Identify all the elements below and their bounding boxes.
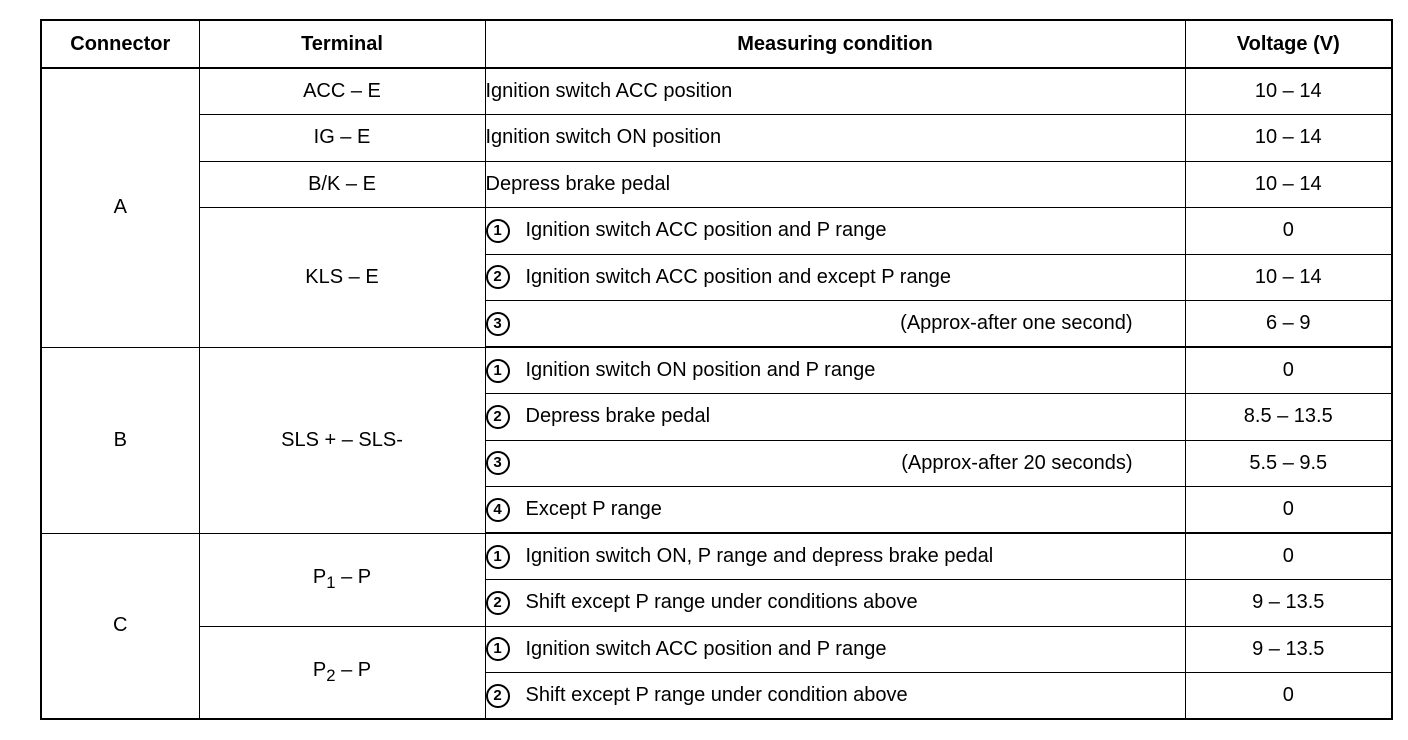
condition-cell [485,673,1185,720]
terminal-cell: KLS – E [199,208,485,348]
terminal-cell: B/K – E [199,161,485,208]
condition-text: Ignition switch ON position [485,126,722,149]
voltage-cell: 6 – 9 [1185,301,1392,348]
step-number-badge: 2 [486,684,510,708]
condition-cell [485,394,1185,441]
condition-text: Depress brake pedal [485,172,671,195]
table-row [41,347,1392,394]
condition-text: Ignition switch ACC position [485,80,733,102]
condition-text: (Approx-after one second) [900,312,1133,334]
table-row [41,208,1392,255]
condition-cell [485,487,1185,534]
condition-cell [485,533,1185,580]
condition-text: Ignition switch ON position and P range [525,359,876,381]
condition-text: Except P range [525,498,662,520]
header-terminal: Terminal [199,20,485,68]
terminal-cell: SLS + – SLS- [199,347,485,533]
table-row [41,161,1392,208]
terminal-suffix: – P [335,658,372,681]
header-measuring-condition: Measuring condition [485,20,1185,68]
condition-cell [485,580,1185,627]
terminal-cell: IG – E [199,115,485,162]
connector-cell: A [41,68,199,347]
step-number-badge: 2 [486,405,510,429]
terminal-cell [199,533,485,626]
terminal-subscript: 2 [326,665,336,685]
step-number-badge: 3 [486,451,510,475]
voltage-cell: 8.5 – 13.5 [1185,394,1392,441]
terminal-name: P [312,566,327,588]
step-number-badge: 4 [486,498,510,522]
condition-cell [485,115,1185,162]
condition-text: Ignition switch ON, P range and depress brake pedal [525,545,994,567]
terminal-suffix: – P [335,566,372,588]
table-row [41,533,1392,580]
terminal-label [313,659,371,686]
condition-text: Depress brake pedal [525,405,711,428]
condition-text: Ignition switch ACC position and except P range [525,265,951,288]
voltage-cell: 10 – 14 [1185,115,1392,162]
condition-cell [485,347,1185,394]
table-row [41,68,1392,115]
step-number-badge: 1 [486,637,510,661]
condition-text: Shift except P range under condition above [525,684,908,706]
connector-cell: C [41,533,199,719]
terminal-name: P [312,658,327,681]
terminal-label [313,566,371,593]
header-connector: Connector [41,20,199,68]
voltage-spec-table [40,19,1393,720]
step-number-badge: 2 [486,265,510,289]
voltage-cell: 0 [1185,208,1392,255]
step-number-badge: 2 [486,591,510,615]
condition-cell [485,254,1185,301]
voltage-cell: 0 [1185,673,1392,720]
condition-cell [485,301,1185,348]
voltage-cell: 0 [1185,347,1392,394]
voltage-cell: 10 – 14 [1185,161,1392,208]
condition-cell [485,161,1185,208]
table-row [41,115,1392,162]
terminal-subscript: 1 [326,573,336,592]
condition-cell [485,68,1185,115]
voltage-cell: 9 – 13.5 [1185,580,1392,627]
terminal-cell: ACC – E [199,68,485,115]
header-voltage: Voltage (V) [1185,20,1392,68]
step-number-badge: 3 [486,312,510,336]
condition-text: Shift except P range under conditions above [525,591,918,614]
step-number-badge: 1 [486,219,510,243]
voltage-cell: 0 [1185,487,1392,534]
voltage-cell: 0 [1185,533,1392,580]
voltage-cell: 9 – 13.5 [1185,626,1392,673]
condition-cell [485,208,1185,255]
terminal-cell [199,626,485,719]
condition-text: Ignition switch ACC position and P range [525,637,887,660]
voltage-cell: 5.5 – 9.5 [1185,440,1392,487]
condition-cell [485,440,1185,487]
voltage-cell: 10 – 14 [1185,254,1392,301]
condition-text: Ignition switch ACC position and P range [525,219,887,242]
step-number-badge: 1 [486,359,510,383]
condition-text: (Approx-after 20 seconds) [901,451,1133,474]
header-row [41,20,1392,68]
condition-cell [485,626,1185,673]
table-row [41,626,1392,673]
step-number-badge: 1 [486,545,510,569]
table-body [41,68,1392,719]
connector-cell: B [41,347,199,533]
voltage-cell: 10 – 14 [1185,68,1392,115]
